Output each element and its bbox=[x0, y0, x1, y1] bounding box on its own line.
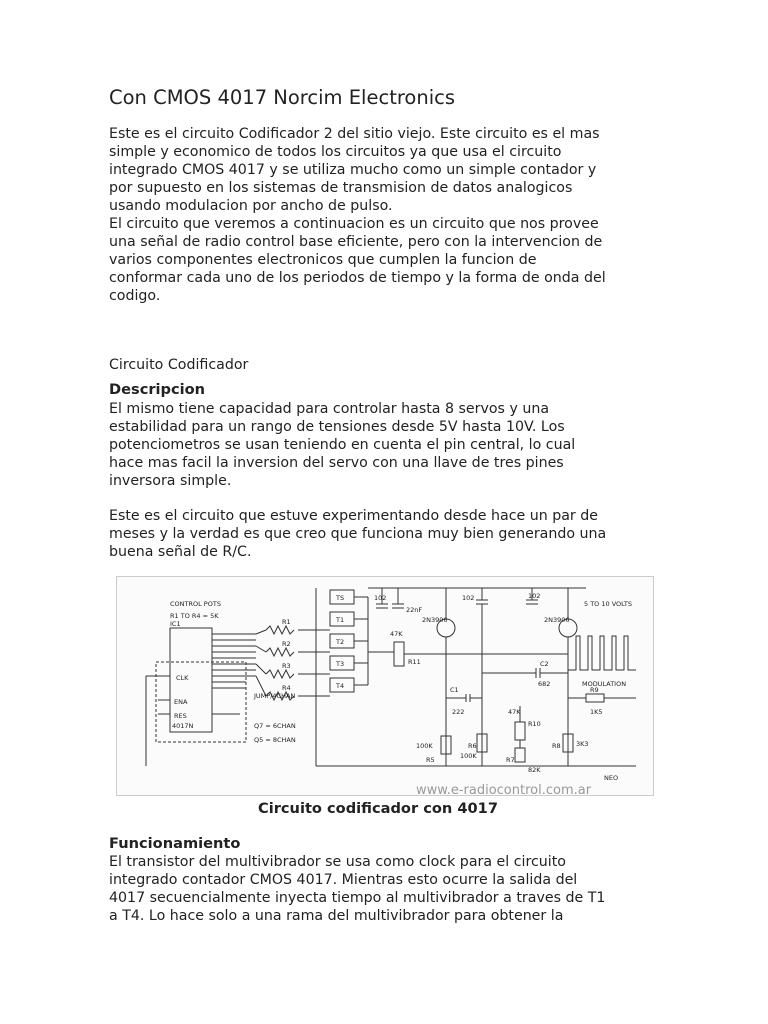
label-r7: R7 bbox=[506, 756, 515, 764]
intro-line: codigo. bbox=[109, 288, 161, 304]
funcionamiento-line: a T4. Lo hace solo a una rama del multivibrador para obtener la bbox=[109, 908, 564, 924]
descripcion-line: Este es el circuito que estuve experimentando desde hace un par de bbox=[109, 508, 598, 524]
label-r1: R1 bbox=[282, 618, 291, 626]
label-modulation: MODULATION bbox=[582, 680, 627, 688]
label-ic1: IC1 bbox=[170, 620, 181, 628]
intro-line: El circuito que veremos a continuacion es un circuito que nos provee bbox=[109, 216, 599, 232]
funcionamiento-line: 4017 secuencialmente inyecta tiempo al multivibrador a traves de T1 bbox=[109, 890, 606, 906]
label-q1: 2N3906 bbox=[422, 616, 448, 624]
label-res: RES bbox=[174, 712, 187, 720]
label-c682: 682 bbox=[538, 680, 551, 688]
descripcion-paragraph-2 bbox=[109, 507, 654, 561]
label-r8v: 3K3 bbox=[576, 740, 589, 748]
label-control-pots: CONTROL POTS bbox=[170, 600, 221, 608]
descripcion-line: estabilidad para un rango de tensiones desde 5V hasta 10V. Los bbox=[109, 419, 565, 435]
descripcion-line: El mismo tiene capacidad para controlar hasta 8 servos y una bbox=[109, 401, 550, 417]
funcionamiento-line: El transistor del multivibrador se usa como clock para el circuito bbox=[109, 854, 566, 870]
schematic-drawing bbox=[116, 576, 654, 796]
label-r9v: 1K5 bbox=[590, 708, 603, 716]
funcionamiento-paragraph bbox=[109, 853, 654, 925]
intro-line: una señal de radio control base eficiente, pero con la intervencion de bbox=[109, 234, 603, 250]
figure-caption: Circuito codificador con 4017 bbox=[258, 800, 498, 817]
label-ts: TS bbox=[336, 594, 345, 602]
descripcion-line: potenciometros se usan teniendo en cuenta el pin central, lo cual bbox=[109, 437, 576, 453]
intro-line: integrado CMOS 4017 y se utiliza mucho como un simple contador y bbox=[109, 162, 597, 178]
section-label: Circuito Codificador bbox=[109, 357, 249, 373]
label-c1: C1 bbox=[450, 686, 459, 694]
label-r5v: 100K bbox=[416, 742, 433, 750]
label-pot47k: 47K bbox=[390, 630, 403, 638]
descripcion-line: meses y la verdad es que creo que funciona muy bien generando una bbox=[109, 526, 607, 542]
label-r9: R9 bbox=[590, 686, 599, 694]
label-r11: R11 bbox=[408, 658, 421, 666]
circuit-schematic bbox=[116, 576, 654, 796]
intro-line: Este es el circuito Codificador 2 del sitio viejo. Este circuito es el mas bbox=[109, 126, 600, 142]
label-q2: 2N3906 bbox=[544, 616, 570, 624]
label-c102c: 102 bbox=[528, 592, 541, 600]
label-q7: Q7 = 6CHAN bbox=[254, 722, 296, 730]
label-ic-name: 4017N bbox=[172, 722, 194, 730]
label-c102b: 102 bbox=[462, 594, 475, 602]
label-neo: NEO bbox=[604, 774, 619, 782]
label-c22nf: 22nF bbox=[406, 606, 423, 614]
descripcion-heading: Descripcion bbox=[109, 381, 206, 398]
intro-line: conformar cada uno de los periodos de tiempo y la forma de onda del bbox=[109, 270, 606, 286]
label-r4: R4 bbox=[282, 684, 291, 692]
label-pot47k2: 47K bbox=[508, 708, 521, 716]
label-r5: R5 bbox=[426, 756, 435, 764]
label-r10: R10 bbox=[528, 720, 541, 728]
label-q5: Q5 = 8CHAN bbox=[254, 736, 296, 744]
intro-line: varios componentes electronicos que cumplen la funcion de bbox=[109, 252, 537, 268]
label-r6v: 100K bbox=[460, 752, 477, 760]
label-r8: R8 bbox=[552, 742, 561, 750]
label-r7v: 82K bbox=[528, 766, 541, 774]
label-c2: C2 bbox=[540, 660, 549, 668]
label-r2: R2 bbox=[282, 640, 291, 648]
funcionamiento-line: integrado contador CMOS 4017. Mientras esto ocurre la salida del bbox=[109, 872, 578, 888]
label-t3: T3 bbox=[336, 660, 345, 668]
label-t4: T4 bbox=[336, 682, 345, 690]
label-r3: R3 bbox=[282, 662, 291, 670]
label-t1: T1 bbox=[336, 616, 345, 624]
funcionamiento-heading: Funcionamiento bbox=[109, 835, 241, 852]
label-c102a: 102 bbox=[374, 594, 387, 602]
label-jump: JUMP/4CHAN bbox=[254, 692, 296, 700]
label-t2: T2 bbox=[336, 638, 345, 646]
intro-line: por supuesto en los sistemas de transmision de datos analogicos bbox=[109, 180, 573, 196]
label-c222: 222 bbox=[452, 708, 465, 716]
intro-line: simple y economico de todos los circuitos ya que usa el circuito bbox=[109, 144, 562, 160]
watermark: www.e-radiocontrol.com.ar bbox=[416, 783, 592, 796]
label-r-range: R1 TO R4 = 5K bbox=[170, 612, 219, 620]
intro-line: usando modulacion por ancho de pulso. bbox=[109, 198, 393, 214]
label-r6: R6 bbox=[468, 742, 477, 750]
intro-paragraph bbox=[109, 125, 654, 305]
label-volts: 5 TO 10 VOLTS bbox=[584, 600, 632, 608]
descripcion-paragraph bbox=[109, 400, 654, 490]
descripcion-line: inversora simple. bbox=[109, 473, 232, 489]
label-ena: ENA bbox=[174, 698, 188, 706]
descripcion-line: buena señal de R/C. bbox=[109, 544, 252, 560]
document-title: Con CMOS 4017 Norcim Electronics bbox=[109, 86, 456, 109]
label-clk: CLK bbox=[176, 674, 189, 682]
descripcion-line: hace mas facil la inversion del servo con una llave de tres pines bbox=[109, 455, 564, 471]
